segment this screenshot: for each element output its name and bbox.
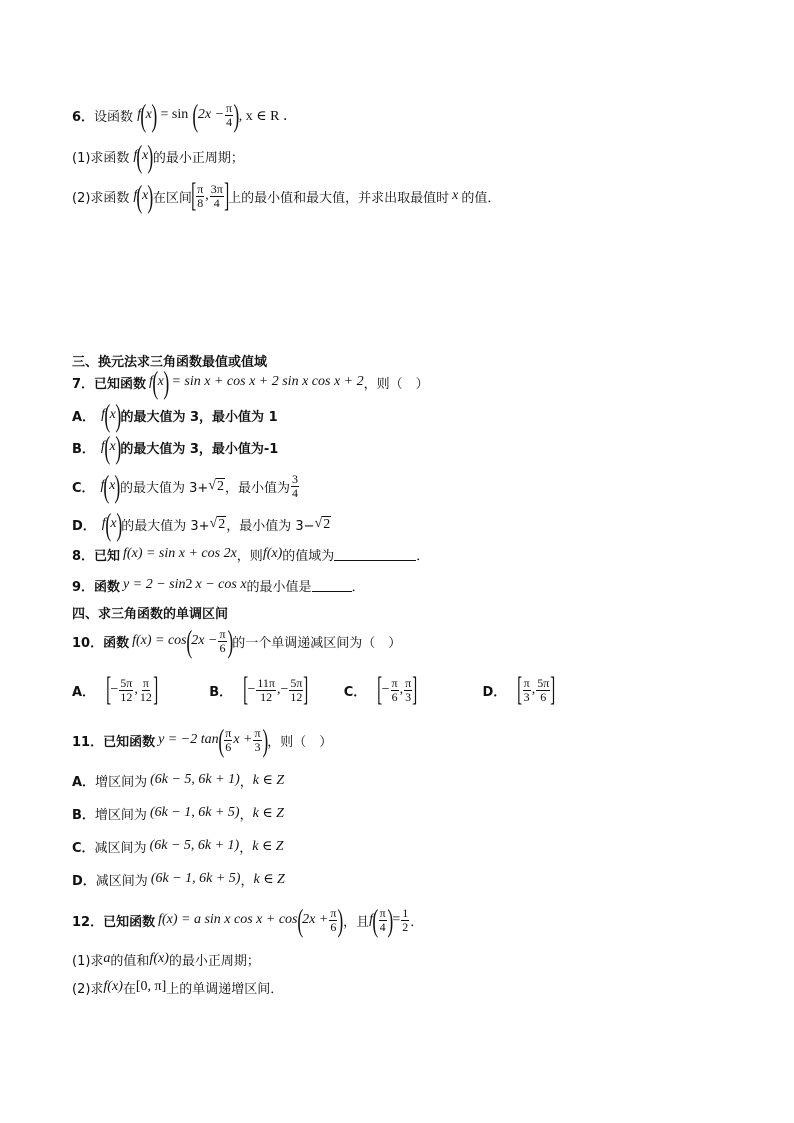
fraction: $\frac{3\pi}{4}$	[210, 181, 223, 210]
q6-number: 6．	[72, 109, 95, 125]
fraction: $\frac{\pi}{8}$	[197, 181, 204, 210]
q7-option-a: A． f ( x ) 的最大值为 3，最小值为 1	[72, 397, 278, 433]
section-3-heading: 三、换元法求三角函数最值或值域	[72, 354, 268, 370]
q11-stem: 11．已知函数 y = −2 tan ( $\frac{\pi}{6}$ x + $\frac{\pi}{3}$ ) ，则（ ）	[72, 722, 333, 758]
q9-stem: 9．函数 y = 2 − sin 2 x − cos x 的最小值是 ．	[72, 577, 365, 595]
q8-stem: 8．已知 f(x) = sin x + cos 2x ，则 f(x) 的值域为 ．	[72, 546, 430, 564]
q7-option-b: B． f ( x ) 的最大值为 3，最小值为-1	[72, 429, 279, 465]
q10-option-d: D． [ $\frac{\pi}{3}$ , $\frac{5\pi}{6}$ ]	[482, 671, 556, 708]
q6-stem: 6． 设函数 f ( x ) = sin ( 2x − $\frac{\pi}{4}$ ) , x ∈ R ．	[72, 97, 297, 133]
q11-option-b: B． 增区间为 (6k − 1, 6k + 5) ， k ∈ Z	[72, 805, 284, 823]
fraction: $\frac{\pi}{6}$	[330, 905, 337, 934]
q6-part2: (2)求函数 f ( x ) 在区间 [ $\frac{\pi}{8}$ , $\frac{3\pi}{4}$ ] 上的最小值和最大值，并求出取最值时 x 的值．	[72, 177, 501, 214]
q6-part1: (1)求函数 f ( x ) 的最小正周期；	[72, 138, 244, 174]
fraction: $\frac{\pi}{6}$	[219, 626, 226, 655]
fraction: $\frac{\pi}{4}$	[226, 100, 233, 129]
q11-option-a: A． 增区间为 (6k − 5, 6k + 1) ， k ∈ Z	[72, 772, 285, 790]
fraction: $\frac{3}{4}$	[291, 471, 298, 500]
answer-blank[interactable]	[312, 579, 352, 592]
q11-option-c: C． 减区间为 (6k − 5, 6k + 1) ， k ∈ Z	[72, 838, 284, 856]
q10-option-a: A． [ − $\frac{5\pi}{12}$ , $\frac{\pi}{12}$ ]	[72, 671, 159, 708]
q11-option-d: D． 减区间为 (6k − 1, 6k + 5) ， k ∈ Z	[72, 871, 285, 889]
q10-option-c: C． [ − $\frac{\pi}{6}$ , $\frac{\pi}{3}$ ]	[343, 671, 418, 708]
section-4-heading: 四、求三角函数的单调区间	[72, 606, 229, 622]
q12-stem: 12．已知函数 f(x) = a sin x cos x + cos ( 2x + $\frac{\pi}{6}$ ) ，且 f ( $\frac{\pi}{4}$ ) = $\frac{1}{2}$ ．	[72, 902, 424, 938]
q7-option-d: D． f ( x ) 的最大值为 3+ √ 2 ，最小值为 3− √ 2	[72, 506, 331, 542]
q10-option-b: B． [ − $\frac{11\pi}{12}$ ,− $\frac{5\pi}{12}$ ]	[209, 671, 309, 708]
fraction: $\frac{1}{2}$	[402, 905, 409, 934]
q12-part2: (2)求 f(x) 在 [0, π] 上的单调递增区间．	[72, 979, 284, 997]
q7-stem: 7．已知函数 f ( x ) = sin x + cos x + 2 sin x cos x + 2 ，则（ ）	[72, 364, 429, 400]
answer-blank[interactable]	[334, 548, 416, 561]
q10-stem: 10．函数 f(x) = cos ( 2x − $\frac{\pi}{6}$ ) 的一个单调递减区间为（ ）	[72, 623, 402, 659]
fraction: $\frac{\pi}{3}$	[254, 725, 261, 754]
q6-intro: 设函数	[94, 109, 134, 125]
q12-part1: (1)求 a 的值和 f(x) 的最小正周期；	[72, 951, 260, 969]
fraction: $\frac{\pi}{6}$	[225, 725, 232, 754]
q7-option-c: C． f ( x ) 的最大值为 3+ √ 2 ，最小值为 $\frac{3}{4}$	[72, 468, 298, 504]
fraction: $\frac{\pi}{4}$	[379, 905, 386, 934]
q10-options	[72, 668, 722, 712]
